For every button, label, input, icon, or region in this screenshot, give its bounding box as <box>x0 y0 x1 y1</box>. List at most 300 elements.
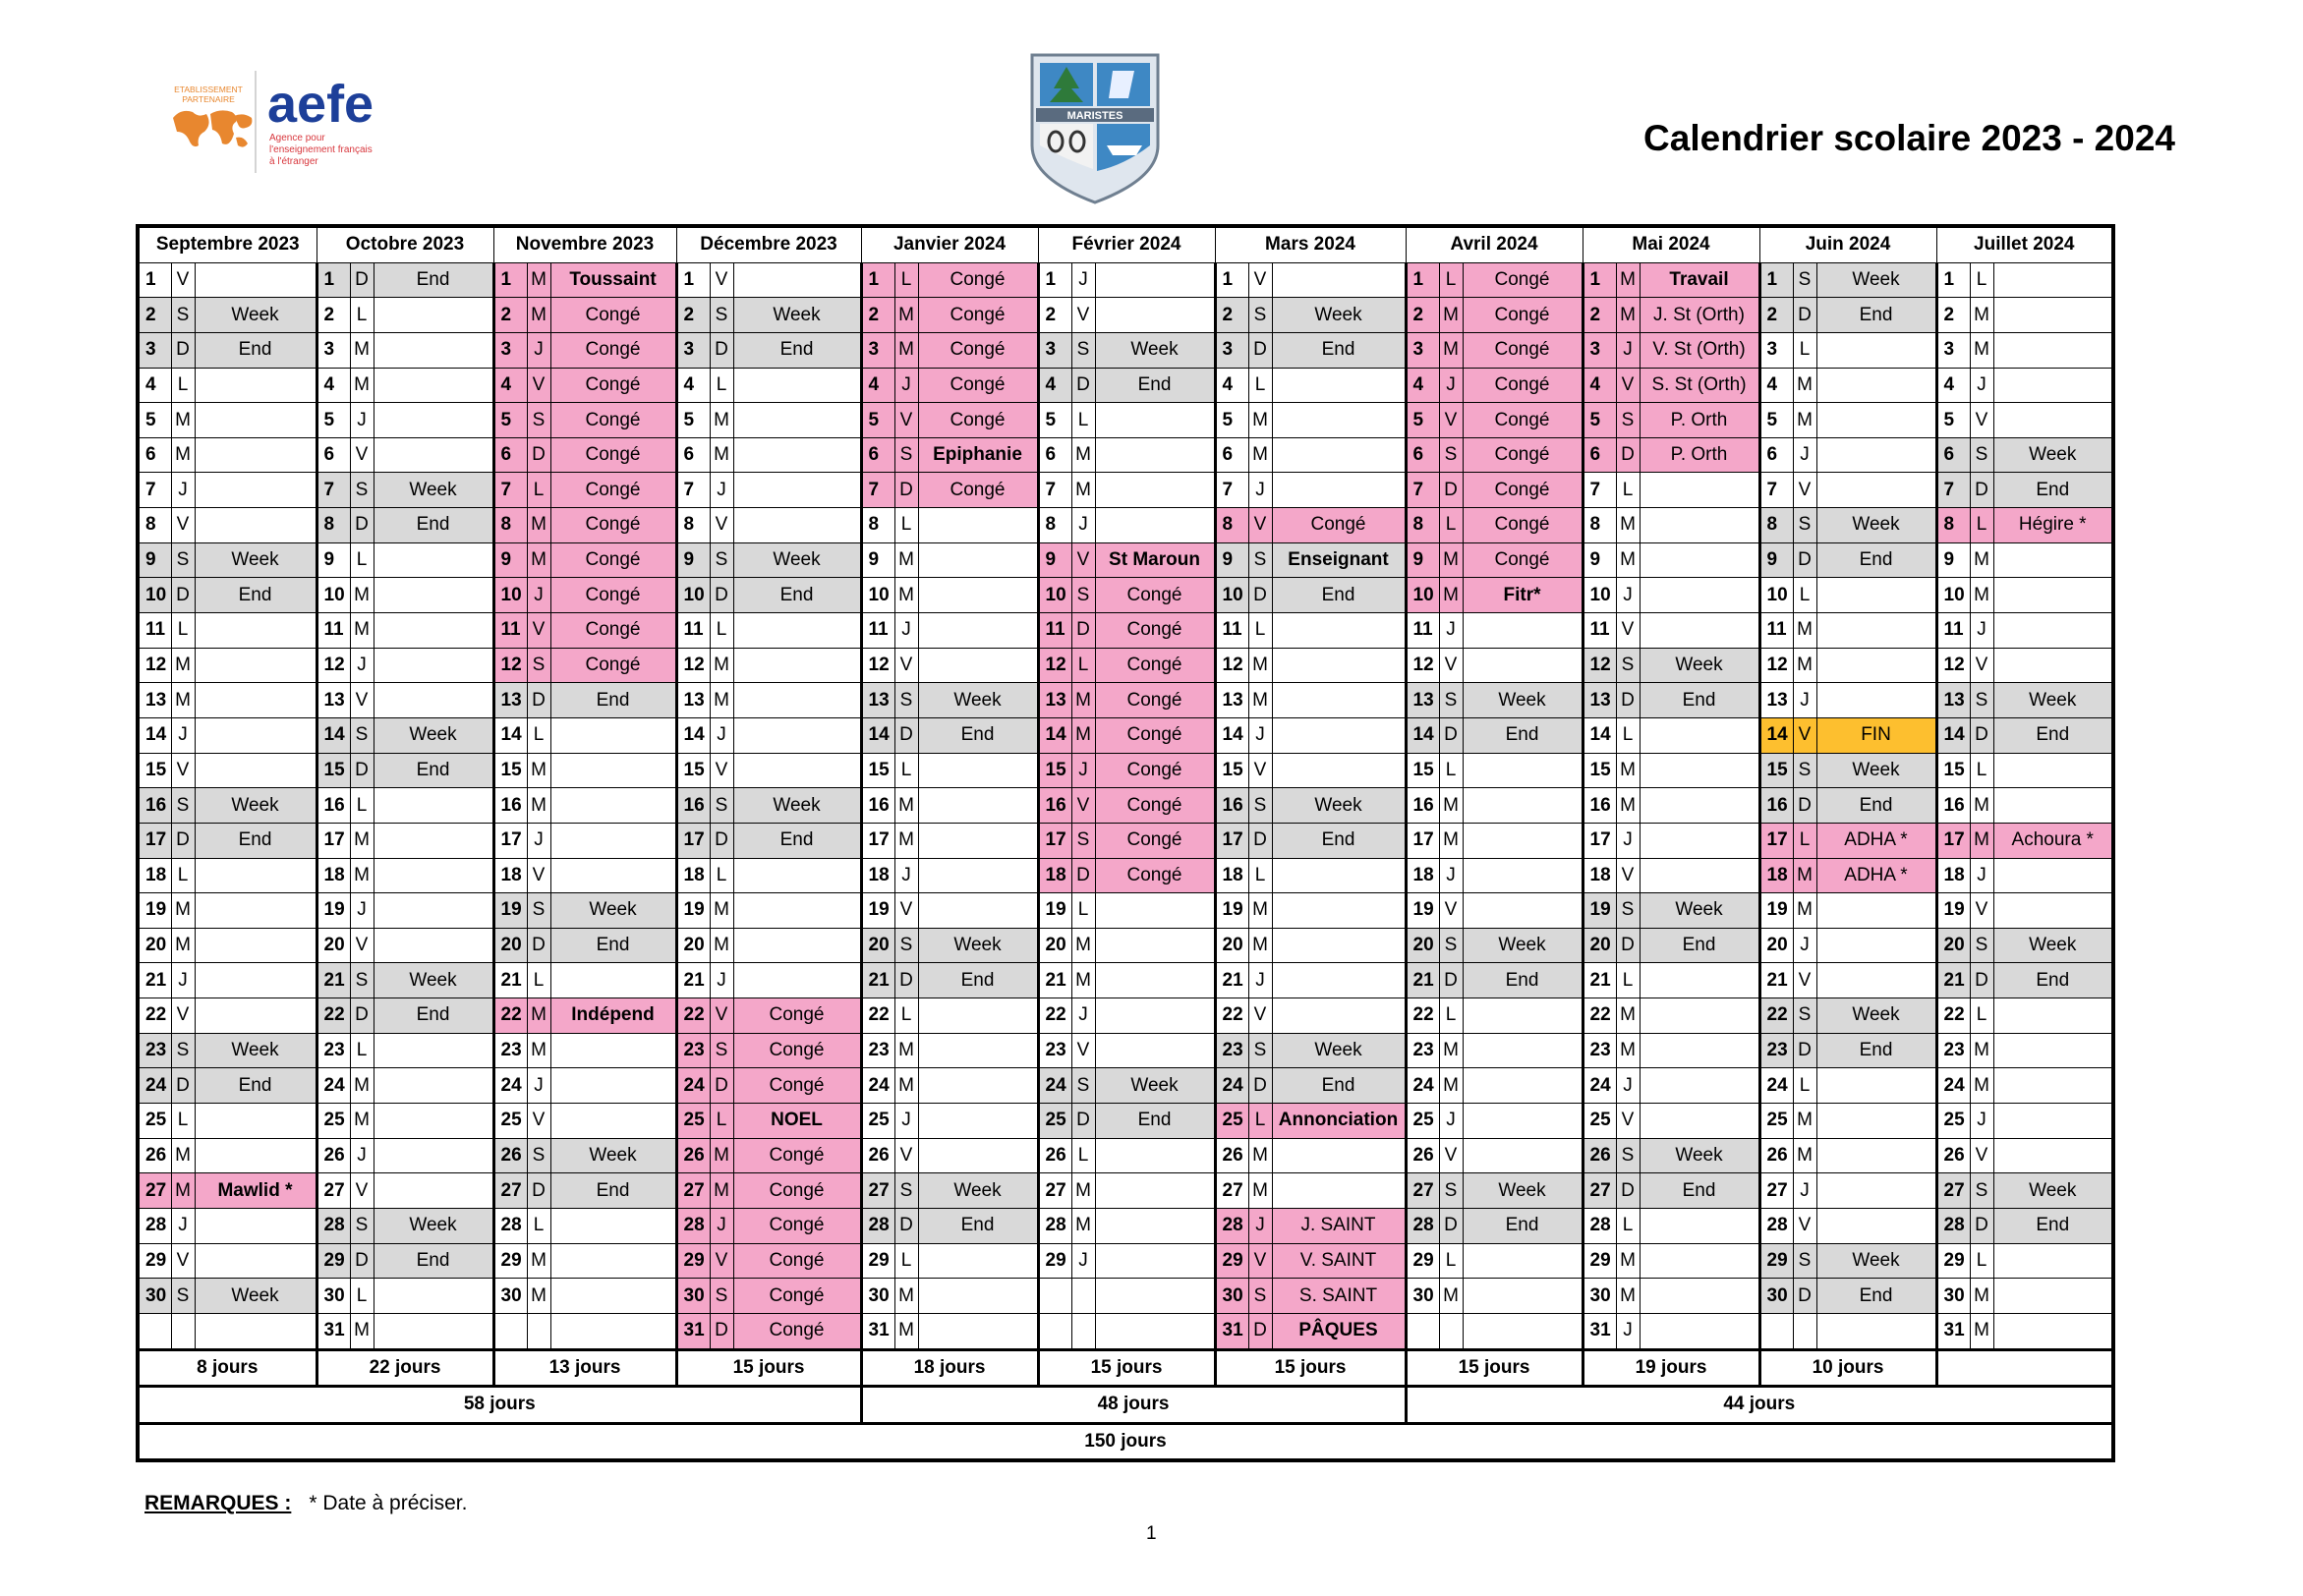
day-number: 17 <box>676 823 710 858</box>
day-event: ADHA * <box>1816 858 1936 893</box>
day-event <box>1272 998 1406 1034</box>
day-event <box>733 893 861 929</box>
day-row <box>138 613 2113 649</box>
weekday-letter: V <box>1439 648 1463 683</box>
weekday-letter: M <box>1793 648 1816 683</box>
weekday-letter: V <box>1248 753 1272 788</box>
day-number: 16 <box>1936 788 1970 824</box>
day-number: 15 <box>1215 753 1248 788</box>
weekday-letter: J <box>1616 1068 1640 1104</box>
day-number: 22 <box>1583 998 1616 1034</box>
weekday-letter: L <box>1439 1243 1463 1279</box>
day-number: 20 <box>1583 928 1616 963</box>
day-event <box>1640 1279 1759 1314</box>
weekday-letter: S <box>350 1208 374 1243</box>
day-number: 24 <box>1406 1068 1439 1104</box>
day-number: 30 <box>1583 1279 1616 1314</box>
day-number: 17 <box>138 823 171 858</box>
day-number: 6 <box>138 437 171 473</box>
weekday-letter: J <box>1793 683 1816 718</box>
day-row <box>138 893 2113 929</box>
day-number: 14 <box>1583 717 1616 753</box>
day-event: Enseignant <box>1272 542 1406 578</box>
day-number: 12 <box>1406 648 1439 683</box>
day-number: 20 <box>861 928 894 963</box>
weekday-letter: D <box>350 262 374 298</box>
weekday-letter: M <box>1248 1138 1272 1173</box>
weekday-letter: M <box>1616 1033 1640 1068</box>
weekday-letter: D <box>1071 1104 1095 1139</box>
day-event: Week <box>1816 998 1936 1034</box>
weekday-letter: M <box>527 1243 550 1279</box>
day-event: Congé <box>1463 473 1583 508</box>
day-event: Congé <box>1095 683 1215 718</box>
day-event <box>1463 1138 1583 1173</box>
weekday-letter: M <box>1439 298 1463 333</box>
weekday-letter: J <box>1793 1173 1816 1209</box>
day-number: 28 <box>1936 1208 1970 1243</box>
day-event <box>1816 1138 1936 1173</box>
weekday-letter: L <box>527 717 550 753</box>
weekday-letter: M <box>1616 788 1640 824</box>
day-number: 4 <box>138 368 171 403</box>
weekday-letter: M <box>894 1033 918 1068</box>
weekday-letter: S <box>710 1033 733 1068</box>
day-event: Congé <box>733 998 861 1034</box>
day-event <box>1272 683 1406 718</box>
day-number: 8 <box>1406 508 1439 543</box>
day-event <box>1272 717 1406 753</box>
day-event <box>918 858 1038 893</box>
day-number: 23 <box>317 1033 350 1068</box>
day-number: 3 <box>1215 332 1248 368</box>
day-number: 2 <box>493 298 527 333</box>
day-event: J. SAINT <box>1272 1208 1406 1243</box>
weekday-letter: L <box>1793 1068 1816 1104</box>
weekday-letter: M <box>1793 893 1816 929</box>
weekday-letter: M <box>1793 858 1816 893</box>
day-event <box>1640 473 1759 508</box>
day-number: 13 <box>138 683 171 718</box>
day-number: 12 <box>1583 648 1616 683</box>
weekday-letter: M <box>1616 298 1640 333</box>
weekday-letter: S <box>710 542 733 578</box>
day-number: 26 <box>861 1138 894 1173</box>
weekday-letter: M <box>894 1313 918 1349</box>
day-number: 12 <box>1038 648 1071 683</box>
day-event <box>1640 1104 1759 1139</box>
day-event: Congé <box>733 1033 861 1068</box>
day-event <box>550 788 676 824</box>
day-event: Week <box>918 1173 1038 1209</box>
day-event: End <box>374 262 493 298</box>
day-event <box>1816 1173 1936 1209</box>
weekday-letter: J <box>894 368 918 403</box>
day-event: Congé <box>550 298 676 333</box>
weekday-letter: S <box>1071 578 1095 613</box>
day-number: 30 <box>861 1279 894 1314</box>
day-event: Congé <box>733 1243 861 1279</box>
weekday-letter: V <box>1071 542 1095 578</box>
day-event <box>1095 998 1215 1034</box>
day-event: End <box>1272 1068 1406 1104</box>
weekday-letter: M <box>894 332 918 368</box>
day-number: 8 <box>1038 508 1071 543</box>
day-number: 1 <box>138 262 171 298</box>
weekday-letter: J <box>1248 717 1272 753</box>
day-event: Congé <box>918 368 1038 403</box>
day-event <box>374 298 493 333</box>
weekday-letter: V <box>1439 1138 1463 1173</box>
weekday-letter: M <box>1616 1279 1640 1314</box>
day-number: 6 <box>1215 437 1248 473</box>
day-row <box>138 508 2113 543</box>
day-event <box>733 963 861 998</box>
day-number: 8 <box>1583 508 1616 543</box>
weekday-letter: L <box>1793 823 1816 858</box>
page-title: Calendrier scolaire 2023 - 2024 <box>1643 118 2175 158</box>
day-number: 15 <box>493 753 527 788</box>
day-event: Congé <box>1463 298 1583 333</box>
day-number: 18 <box>1215 858 1248 893</box>
day-number: 29 <box>1583 1243 1616 1279</box>
weekday-letter: S <box>710 788 733 824</box>
day-event: End <box>918 1208 1038 1243</box>
remarks <box>144 1492 467 1515</box>
day-number: 11 <box>1759 613 1793 649</box>
day-event <box>1816 1068 1936 1104</box>
day-event <box>1993 298 2113 333</box>
weekday-letter: V <box>171 753 195 788</box>
day-event: End <box>374 998 493 1034</box>
weekday-letter: L <box>1970 262 1993 298</box>
weekday-letter: M <box>1793 613 1816 649</box>
day-event <box>374 788 493 824</box>
weekday-letter: S <box>1793 262 1816 298</box>
day-event: Congé <box>550 578 676 613</box>
weekday-letter: M <box>350 332 374 368</box>
day-event <box>1816 403 1936 438</box>
day-event: End <box>1463 963 1583 998</box>
day-number: 22 <box>1215 998 1248 1034</box>
day-number: 21 <box>861 963 894 998</box>
day-event: End <box>374 508 493 543</box>
weekday-letter: L <box>1970 998 1993 1034</box>
day-number: 10 <box>317 578 350 613</box>
day-number: 1 <box>1583 262 1616 298</box>
day-number: 26 <box>493 1138 527 1173</box>
day-event <box>1272 437 1406 473</box>
weekday-letter: D <box>527 683 550 718</box>
day-event <box>195 437 317 473</box>
day-number: 6 <box>1583 437 1616 473</box>
day-number: 9 <box>1038 542 1071 578</box>
weekday-letter: V <box>350 683 374 718</box>
day-number: 22 <box>1759 998 1793 1034</box>
weekday-letter: S <box>1616 1138 1640 1173</box>
day-number: 11 <box>138 613 171 649</box>
day-event <box>374 1313 493 1349</box>
day-event <box>1095 1243 1215 1279</box>
day-number: 17 <box>317 823 350 858</box>
day-number: 2 <box>676 298 710 333</box>
weekday-letter: M <box>1970 298 1993 333</box>
weekday-letter: V <box>1071 298 1095 333</box>
weekday-letter: L <box>171 858 195 893</box>
day-event: Week <box>918 928 1038 963</box>
day-event: Congé <box>1463 368 1583 403</box>
day-number: 5 <box>1215 403 1248 438</box>
day-number: 3 <box>1038 332 1071 368</box>
weekday-letter: L <box>350 1279 374 1314</box>
day-event <box>550 858 676 893</box>
day-number: 31 <box>1936 1313 1970 1349</box>
weekday-letter: D <box>894 717 918 753</box>
grand-total-row <box>138 1423 2113 1460</box>
day-event <box>1640 578 1759 613</box>
weekday-letter: V <box>1616 613 1640 649</box>
weekday-letter: M <box>1616 262 1640 298</box>
day-event: Week <box>1993 437 2113 473</box>
day-event <box>374 332 493 368</box>
day-number: 18 <box>493 858 527 893</box>
day-event <box>733 753 861 788</box>
day-event <box>550 1033 676 1068</box>
weekday-letter: V <box>710 1243 733 1279</box>
day-number: 6 <box>1759 437 1793 473</box>
weekday-letter: D <box>527 437 550 473</box>
day-row <box>138 788 2113 824</box>
day-number: 7 <box>317 473 350 508</box>
day-event: Week <box>1993 1173 2113 1209</box>
day-event <box>1463 1104 1583 1139</box>
weekday-letter: L <box>1248 613 1272 649</box>
weekday-letter: L <box>894 998 918 1034</box>
weekday-letter: D <box>710 823 733 858</box>
day-number: 27 <box>1406 1173 1439 1209</box>
day-number: 17 <box>1406 823 1439 858</box>
day-number: 20 <box>138 928 171 963</box>
day-number: 7 <box>861 473 894 508</box>
day-number: 18 <box>1406 858 1439 893</box>
weekday-letter: V <box>1248 1243 1272 1279</box>
day-number: 6 <box>317 437 350 473</box>
weekday-letter: V <box>350 437 374 473</box>
day-number: 5 <box>1936 403 1970 438</box>
day-number: 29 <box>493 1243 527 1279</box>
weekday-letter: M <box>710 928 733 963</box>
day-number: 7 <box>1038 473 1071 508</box>
day-event: Congé <box>1095 613 1215 649</box>
day-event: Week <box>195 542 317 578</box>
day-event: Congé <box>1463 437 1583 473</box>
weekday-letter: J <box>527 1068 550 1104</box>
day-number: 14 <box>1759 717 1793 753</box>
weekday-letter: V <box>171 1243 195 1279</box>
day-number: 22 <box>317 998 350 1034</box>
day-event: Congé <box>733 1313 861 1349</box>
weekday-letter: D <box>350 1243 374 1279</box>
weekday-letter: M <box>350 1068 374 1104</box>
day-event <box>733 613 861 649</box>
day-number: 22 <box>1406 998 1439 1034</box>
weekday-letter: S <box>1071 823 1095 858</box>
day-event: Indépend <box>550 998 676 1034</box>
weekday-letter: S <box>894 683 918 718</box>
day-number: 24 <box>138 1068 171 1104</box>
day-event: Mawlid * <box>195 1173 317 1209</box>
aefe-tagline-1: Agence pour <box>269 133 325 143</box>
day-event: Congé <box>1463 542 1583 578</box>
day-event: Congé <box>1095 858 1215 893</box>
day-event <box>1640 998 1759 1034</box>
day-number: 3 <box>676 332 710 368</box>
day-event <box>1272 893 1406 929</box>
day-number <box>1038 1279 1071 1314</box>
weekday-letter: M <box>1970 788 1993 824</box>
month-days-count: 19 jours <box>1583 1349 1759 1387</box>
day-event: Week <box>1272 1033 1406 1068</box>
day-event <box>1640 963 1759 998</box>
weekday-letter: L <box>710 1104 733 1139</box>
weekday-letter: M <box>171 403 195 438</box>
day-event: End <box>1272 332 1406 368</box>
day-row <box>138 1104 2113 1139</box>
weekday-letter: M <box>171 1138 195 1173</box>
day-number: 15 <box>1936 753 1970 788</box>
day-number: 6 <box>1406 437 1439 473</box>
day-event: P. Orth <box>1640 403 1759 438</box>
day-event: Congé <box>733 1138 861 1173</box>
day-event: Congé <box>1095 823 1215 858</box>
weekday-letter: M <box>527 298 550 333</box>
weekday-letter: S <box>710 1279 733 1314</box>
weekday-letter: S <box>1616 403 1640 438</box>
day-number: 18 <box>138 858 171 893</box>
day-number: 4 <box>1038 368 1071 403</box>
day-event: Congé <box>918 332 1038 368</box>
weekday-letter: J <box>350 1138 374 1173</box>
day-event: St Maroun <box>1095 542 1215 578</box>
day-number: 7 <box>1215 473 1248 508</box>
day-event <box>1272 648 1406 683</box>
day-event <box>1993 578 2113 613</box>
day-number: 3 <box>138 332 171 368</box>
day-event: End <box>1816 298 1936 333</box>
day-number: 25 <box>1583 1104 1616 1139</box>
day-number: 1 <box>1038 262 1071 298</box>
day-event: Week <box>1816 753 1936 788</box>
weekday-letter: M <box>710 683 733 718</box>
day-number: 23 <box>676 1033 710 1068</box>
weekday-letter: J <box>710 963 733 998</box>
day-event <box>918 1068 1038 1104</box>
day-event: End <box>1993 963 2113 998</box>
day-number: 23 <box>1759 1033 1793 1068</box>
weekday-letter: V <box>894 1138 918 1173</box>
day-number: 9 <box>861 542 894 578</box>
day-number: 5 <box>1406 403 1439 438</box>
weekday-letter: S <box>1793 753 1816 788</box>
weekday-letter: D <box>1793 788 1816 824</box>
weekday-letter: M <box>1071 1173 1095 1209</box>
weekday-letter: D <box>1071 858 1095 893</box>
day-event <box>195 613 317 649</box>
day-number: 29 <box>1936 1243 1970 1279</box>
day-event: Week <box>195 298 317 333</box>
day-number: 13 <box>1759 683 1793 718</box>
weekday-letter: S <box>1970 683 1993 718</box>
day-number: 24 <box>493 1068 527 1104</box>
day-event <box>1640 542 1759 578</box>
day-event: End <box>550 1173 676 1209</box>
grand-total: 150 jours <box>138 1423 2113 1460</box>
weekday-letter: V <box>1793 963 1816 998</box>
weekday-letter: M <box>1071 1208 1095 1243</box>
day-event <box>918 542 1038 578</box>
day-number: 18 <box>676 858 710 893</box>
weekday-letter: D <box>1248 578 1272 613</box>
day-number: 24 <box>1215 1068 1248 1104</box>
day-number: 11 <box>676 613 710 649</box>
weekday-letter: M <box>1071 437 1095 473</box>
weekday-letter: M <box>171 1173 195 1209</box>
weekday-letter: D <box>171 1068 195 1104</box>
day-event <box>1640 1243 1759 1279</box>
weekday-letter: D <box>1793 1033 1816 1068</box>
day-number: 2 <box>1759 298 1793 333</box>
day-number: 19 <box>861 893 894 929</box>
day-number: 25 <box>861 1104 894 1139</box>
day-number: 23 <box>1038 1033 1071 1068</box>
weekday-letter: L <box>171 1104 195 1139</box>
day-number: 13 <box>493 683 527 718</box>
weekday-letter: L <box>350 298 374 333</box>
day-event <box>1095 1138 1215 1173</box>
day-number: 27 <box>1936 1173 1970 1209</box>
boat-icon <box>1107 145 1142 155</box>
day-event: Congé <box>1463 332 1583 368</box>
day-event <box>1816 928 1936 963</box>
weekday-letter: M <box>1439 823 1463 858</box>
weekday-letter: M <box>894 1279 918 1314</box>
day-event <box>1095 473 1215 508</box>
day-event <box>918 1033 1038 1068</box>
day-number: 13 <box>1936 683 1970 718</box>
weekday-letter: M <box>1616 998 1640 1034</box>
weekday-letter: M <box>894 1068 918 1104</box>
weekday-letter: J <box>1970 368 1993 403</box>
weekday-letter: S <box>894 1173 918 1209</box>
weekday-letter: L <box>1248 1104 1272 1139</box>
day-number: 7 <box>1936 473 1970 508</box>
day-event <box>1993 1033 2113 1068</box>
day-number: 21 <box>1936 963 1970 998</box>
weekday-letter: J <box>894 858 918 893</box>
weekday-letter: M <box>1616 753 1640 788</box>
weekday-letter: J <box>171 473 195 508</box>
day-event: End <box>733 578 861 613</box>
day-number: 17 <box>1759 823 1793 858</box>
weekday-letter: M <box>350 1104 374 1139</box>
weekday-letter: J <box>1071 508 1095 543</box>
day-event <box>1993 998 2113 1034</box>
day-event <box>374 928 493 963</box>
day-number: 16 <box>1406 788 1439 824</box>
day-event: End <box>1816 788 1936 824</box>
day-number: 7 <box>493 473 527 508</box>
weekday-letter: S <box>1248 542 1272 578</box>
